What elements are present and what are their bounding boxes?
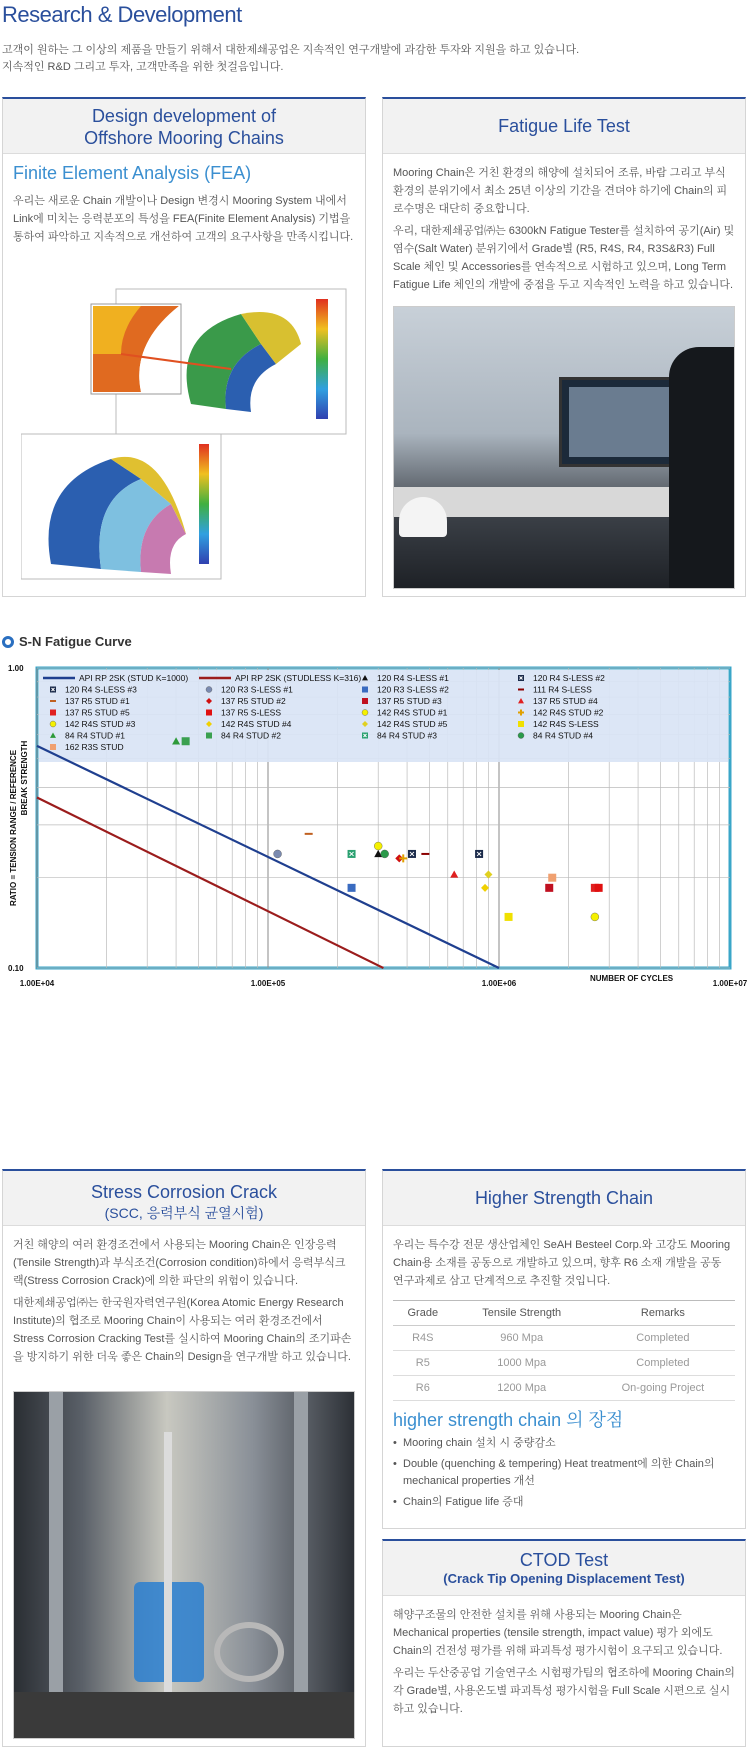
legend-marker bbox=[50, 744, 56, 750]
table-row bbox=[393, 1351, 735, 1376]
x-tick-label: 1.00E+07 bbox=[712, 979, 748, 988]
intro-line-1: 고객이 원하는 그 이상의 제품을 만들기 위해서 대한제쇄공업은 지속적인 연구개발에 과감한 투자와 지원을 하고 있습니다. bbox=[2, 44, 580, 56]
data-point bbox=[305, 833, 313, 835]
legend-label: 137 R5 STUD #3 bbox=[377, 696, 442, 706]
legend-label: 137 R5 STUD #1 bbox=[65, 696, 130, 706]
legend-marker bbox=[206, 710, 212, 716]
fatigue-text-2: 우리, 대한제쇄공업㈜는 6300kN Fatigue Tester를 설치하여 공기(Air) 및 염수(Salt Water) 분위기에서 Grade별 (R5, R4S, R4, R3S&R3) Full Scale 체인 및 Accessories를 연속적으로 시험하고 있으며, Long Term Fatigue Life 체인의 개발에 중점을 두고 지속적인 노력을 하고 있습니다. bbox=[393, 225, 735, 291]
legend-marker bbox=[362, 710, 368, 716]
x-tick-label: 1.00E+05 bbox=[250, 979, 286, 988]
scc-title: Stress Corrosion Crack bbox=[90, 1182, 278, 1202]
legend-marker bbox=[518, 689, 524, 691]
table-row bbox=[393, 1376, 735, 1401]
table-cell: R4S bbox=[393, 1326, 453, 1351]
legend-label: API RP 2SK (STUD K=1000) bbox=[79, 673, 189, 683]
legend-marker bbox=[206, 687, 212, 693]
page-title: Research & Development bbox=[2, 2, 242, 27]
legend-marker bbox=[362, 687, 368, 693]
table-header-tensile: Tensile Strength bbox=[453, 1301, 591, 1326]
data-point bbox=[408, 850, 416, 858]
hsc-text: 우리는 특수강 전문 생산업체인 SeAH Besteel Corp.와 고강도 Mooring Chain용 소재를 공동으로 개발하고 있으며, 향후 R6 소재 개발을 공동 연구과제로 삼고 단계적으로 추진할 것입니다. bbox=[393, 1239, 731, 1287]
legend-label: 120 R3 S-LESS #1 bbox=[221, 684, 293, 695]
data-point bbox=[595, 884, 603, 892]
data-point bbox=[548, 874, 556, 882]
design-development-box bbox=[2, 97, 366, 597]
ctod-text-1: 해양구조물의 안전한 설치를 위해 사용되는 Mooring Chain은 Mechanical properties (tensile strength, impact value) 평가 외에도 Chain의 건전성 평가를 위해 파괴특성 평가시험이 요구되고 있습니다. bbox=[393, 1609, 723, 1657]
y-axis-label-line2: BREAK STRENGTH bbox=[20, 740, 29, 816]
data-point bbox=[274, 850, 282, 858]
fatigue-title: Fatigue Life Test bbox=[498, 116, 630, 136]
legend-marker bbox=[50, 700, 56, 702]
data-point bbox=[348, 884, 356, 892]
scc-text-1: 거친 해양의 여러 환경조건에서 사용되는 Mooring Chain은 인장응력(Tensile Strength)과 부식조건(Corrosion condition)하에서 응력부식크랙(Stress Corrosion Crack)에 의한 파단의 위험이 있습니다. bbox=[13, 1239, 346, 1287]
data-point bbox=[381, 850, 389, 858]
table-cell: Completed bbox=[591, 1326, 735, 1351]
legend-label: 142 R4S STUD #5 bbox=[377, 719, 448, 729]
fatigue-life-box bbox=[382, 97, 746, 597]
legend-label: 120 R3 S-LESS #2 bbox=[377, 684, 449, 695]
higher-strength-box bbox=[382, 1169, 746, 1529]
legend-marker bbox=[362, 733, 368, 739]
intro-line-2: 지속적인 R&D 그리고 투자, 고객만족을 위한 첫걸음입니다. bbox=[2, 61, 284, 73]
y-tick-label: 0.10 bbox=[8, 964, 24, 973]
legend-label: 142 R4S STUD #3 bbox=[65, 719, 136, 729]
table-header-grade: Grade bbox=[393, 1301, 453, 1326]
legend-label: 142 R4S STUD #2 bbox=[533, 707, 604, 718]
legend-label: 137 R5 S-LESS bbox=[221, 707, 282, 718]
data-point bbox=[182, 737, 190, 745]
fea-heading: Finite Element Analysis (FEA) bbox=[13, 163, 252, 183]
advantages-list bbox=[393, 1435, 735, 1511]
data-point bbox=[545, 884, 553, 892]
legend-label: 111 R4 S-LESS bbox=[533, 684, 592, 695]
table-cell: Completed bbox=[591, 1351, 735, 1376]
legend-label: 84 R4 STUD #2 bbox=[221, 730, 281, 741]
hsc-header bbox=[383, 1171, 745, 1226]
legend-marker bbox=[50, 687, 56, 693]
legend-label: 137 R5 STUD #5 bbox=[65, 707, 130, 718]
fea-text: 우리는 새로운 Chain 개발이나 Design 변경시 Mooring System 내에서 Link에 미치는 응력분포의 특성을 FEA(Finite Element Analysis) 기법을 통하여 파악하고 지속적으로 개선하여 고객의 요구사항을 만족시킵니다. bbox=[13, 195, 354, 243]
x-tick-label: 1.00E+04 bbox=[19, 979, 55, 988]
table-cell: 1200 Mpa bbox=[453, 1376, 591, 1401]
legend-label: 120 R4 S-LESS #3 bbox=[65, 684, 137, 695]
legend-label: 142 R4S STUD #1 bbox=[377, 707, 448, 718]
fatigue-text-1: Mooring Chain은 거친 환경의 해양에 설치되어 조류, 바람 그리고 부식환경의 분위기에서 최소 25년 이상의 기간을 견뎌야 하기에 Chain의 피로수명은 대단히 중요합니다. bbox=[393, 167, 728, 215]
sn-title-text: S-N Fatigue Curve bbox=[19, 634, 132, 649]
legend-label: 120 R4 S-LESS #1 bbox=[377, 673, 449, 683]
list-item: • Chain의 Fatigue life 증대 bbox=[393, 1494, 735, 1511]
table-cell: 1000 Mpa bbox=[453, 1351, 591, 1376]
table-cell: 960 Mpa bbox=[453, 1326, 591, 1351]
fatigue-life-header bbox=[383, 99, 745, 154]
data-point bbox=[348, 850, 356, 858]
design-title-line1: Design development of bbox=[91, 106, 277, 126]
y-tick-label: 1.00 bbox=[8, 664, 24, 673]
legend-label: 137 R5 STUD #2 bbox=[221, 696, 286, 706]
fatigue-test-photo bbox=[393, 306, 735, 589]
sn-fatigue-curve-title bbox=[2, 634, 132, 649]
legend-marker bbox=[518, 721, 524, 727]
legend-label: 84 R4 STUD #4 bbox=[533, 730, 593, 741]
design-title-line2: Offshore Mooring Chains bbox=[84, 128, 284, 148]
legend-label: 137 R5 STUD #4 bbox=[533, 696, 598, 706]
x-axis-label: NUMBER OF CYCLES bbox=[590, 974, 674, 983]
list-item: • Mooring chain 설치 시 중량감소 bbox=[393, 1435, 735, 1452]
legend-label: 84 R4 STUD #3 bbox=[377, 730, 437, 741]
table-header-remarks: Remarks bbox=[591, 1301, 735, 1326]
data-point bbox=[591, 913, 599, 921]
legend-marker bbox=[206, 733, 212, 739]
intro-text bbox=[2, 42, 742, 76]
legend-marker bbox=[518, 675, 524, 681]
legend-label: API RP 2SK (STUDLESS K=316) bbox=[235, 673, 362, 683]
data-point bbox=[505, 913, 513, 921]
ctod-text-2: 우리는 두산중공업 기술연구소 시험평가팀의 협조하에 Mooring Chain의 각 Grade별, 사용온도별 파괴특성 평가시험을 Full Scale 시편으로 실시하고 있습니다. bbox=[393, 1667, 735, 1715]
strength-table bbox=[393, 1300, 735, 1401]
table-row bbox=[393, 1326, 735, 1351]
data-point bbox=[421, 853, 429, 855]
x-tick-label: 1.00E+06 bbox=[481, 979, 517, 988]
legend-label: 84 R4 STUD #1 bbox=[65, 730, 125, 741]
legend-label: 142 R4S STUD #4 bbox=[221, 719, 292, 729]
legend-marker bbox=[50, 721, 56, 727]
scc-header bbox=[3, 1171, 365, 1226]
list-item: • Double (quenching & tempering) Heat treatment에 의한 Chain의 mechanical properties 개선 bbox=[393, 1456, 735, 1490]
scc-subtitle: (SCC, 응력부식 균열시험) bbox=[104, 1205, 264, 1221]
legend-label: 142 R4S S-LESS bbox=[533, 719, 599, 729]
scc-box bbox=[2, 1169, 366, 1747]
legend-label: 162 R3S STUD bbox=[65, 742, 124, 752]
ctod-box bbox=[382, 1539, 746, 1747]
data-point bbox=[475, 850, 483, 858]
data-point bbox=[374, 842, 382, 850]
design-development-header bbox=[3, 99, 365, 154]
scc-text-2: 대한제쇄공업㈜는 한국원자력연구원(Korea Atomic Energy Research Institute)의 협조로 Mooring Chain이 사용되는 여러 환경조건에서 Stress Corrosion Cracking Test를 실시하여 Mooring Chain의 조기파손을 방지하기 위한 더욱 좋은 Chain의 Design을 연구개발 하고 있습니다. bbox=[13, 1297, 352, 1363]
ctod-header bbox=[383, 1541, 745, 1596]
bullet-circle-icon bbox=[2, 636, 14, 648]
table-cell: R5 bbox=[393, 1351, 453, 1376]
legend-marker bbox=[50, 710, 56, 716]
sn-fatigue-chart bbox=[0, 660, 753, 1105]
legend-marker bbox=[518, 733, 524, 739]
hsc-title: Higher Strength Chain bbox=[474, 1188, 654, 1208]
legend-marker bbox=[362, 698, 368, 704]
table-cell: R6 bbox=[393, 1376, 453, 1401]
advantages-heading: higher strength chain 의 장점 bbox=[393, 1410, 624, 1430]
legend-label: 120 R4 S-LESS #2 bbox=[533, 673, 605, 683]
table-header-row bbox=[393, 1301, 735, 1326]
y-axis-label-line1: RATIO = TENSION RANGE / REFERENCE bbox=[9, 749, 18, 907]
chart-legend bbox=[39, 670, 728, 762]
fea-illustration bbox=[21, 284, 351, 584]
ctod-subtitle: (Crack Tip Opening Displacement Test) bbox=[443, 1571, 685, 1586]
scc-test-photo bbox=[13, 1391, 355, 1739]
ctod-title: CTOD Test bbox=[519, 1550, 609, 1570]
table-cell: On-going Project bbox=[591, 1376, 735, 1401]
